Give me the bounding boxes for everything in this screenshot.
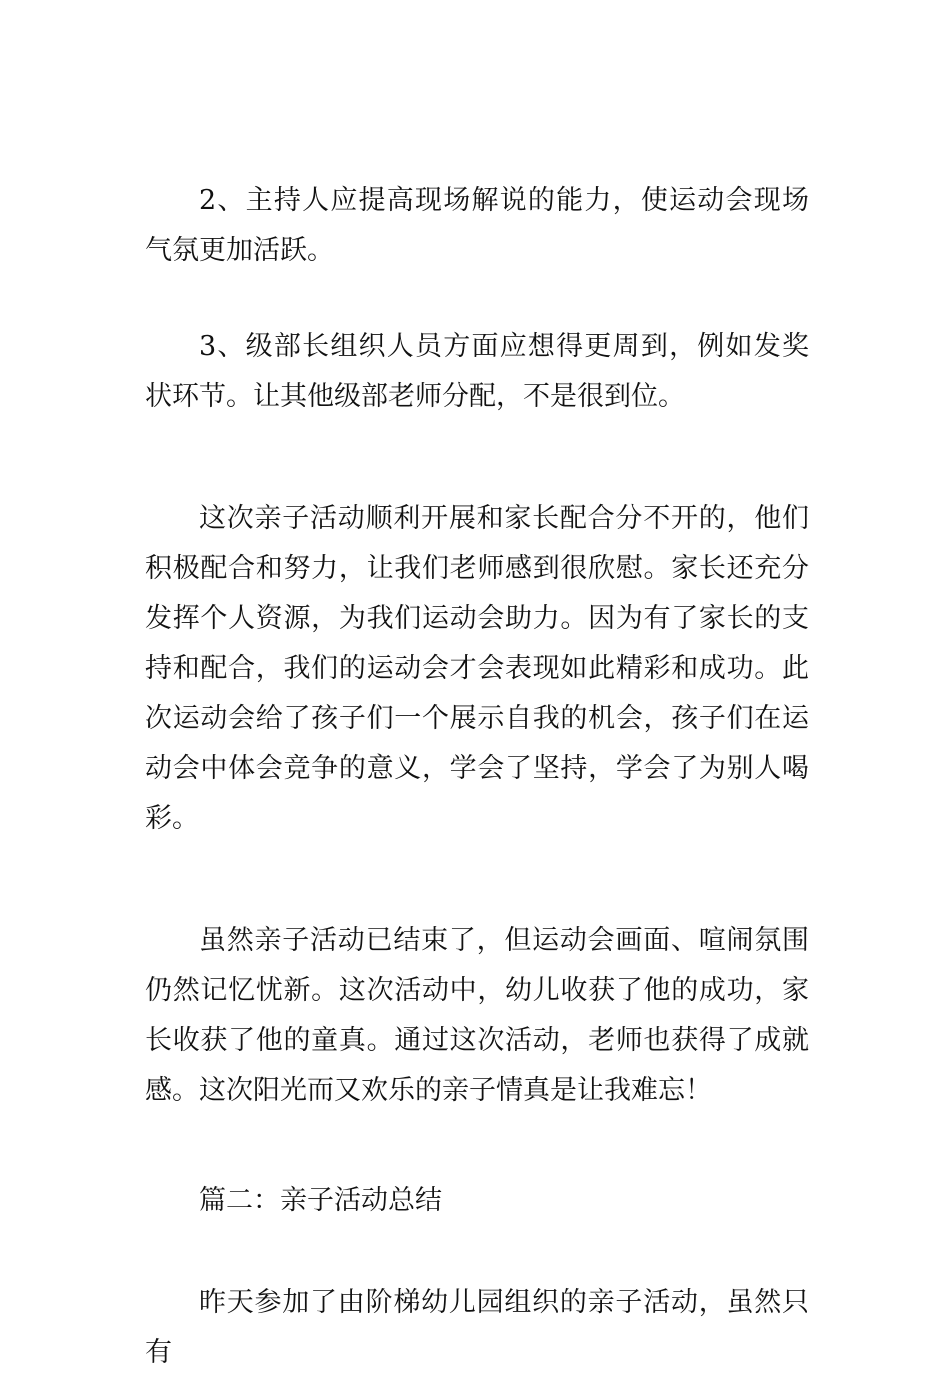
- paragraph-parent-cooperation: 这次亲子活动顺利开展和家长配合分不开的，他们积极配合和努力，让我们老师感到很欣慰。家长还充分发挥个人资源，为我们运动会助力。因为有了家长的支持和配合，我们的运动会才会表现如此精彩和成功。此次运动会给了孩子们一个展示自我的机会，孩子们在运动会中体会竞争的意义，学会了坚持，学会了为别人喝彩。: [145, 503, 809, 834]
- paragraph-point-3: 3、级部长组织人员方面应想得更周到，例如发奖状环节。让其他级部老师分配，不是很到位。: [145, 331, 809, 412]
- paragraph-point-2: 2、主持人应提高现场解说的能力，使运动会现场气氛更加活跃。: [145, 185, 809, 266]
- paragraph-yesterday: 昨天参加了由阶梯幼儿园组织的亲子活动，虽然只有: [145, 1287, 809, 1368]
- section-heading-part-two: 篇二：亲子活动总结: [199, 1185, 442, 1216]
- document-body: [145, 176, 809, 1378]
- paragraph-memories: 虽然亲子活动已结束了，但运动会画面、喧闹氛围仍然记忆忧新。这次活动中，幼儿收获了他的成功，家长收获了他的童真。通过这次活动，老师也获得了成就感。这次阳光而又欢乐的亲子情真是让我难忘！: [145, 925, 809, 1106]
